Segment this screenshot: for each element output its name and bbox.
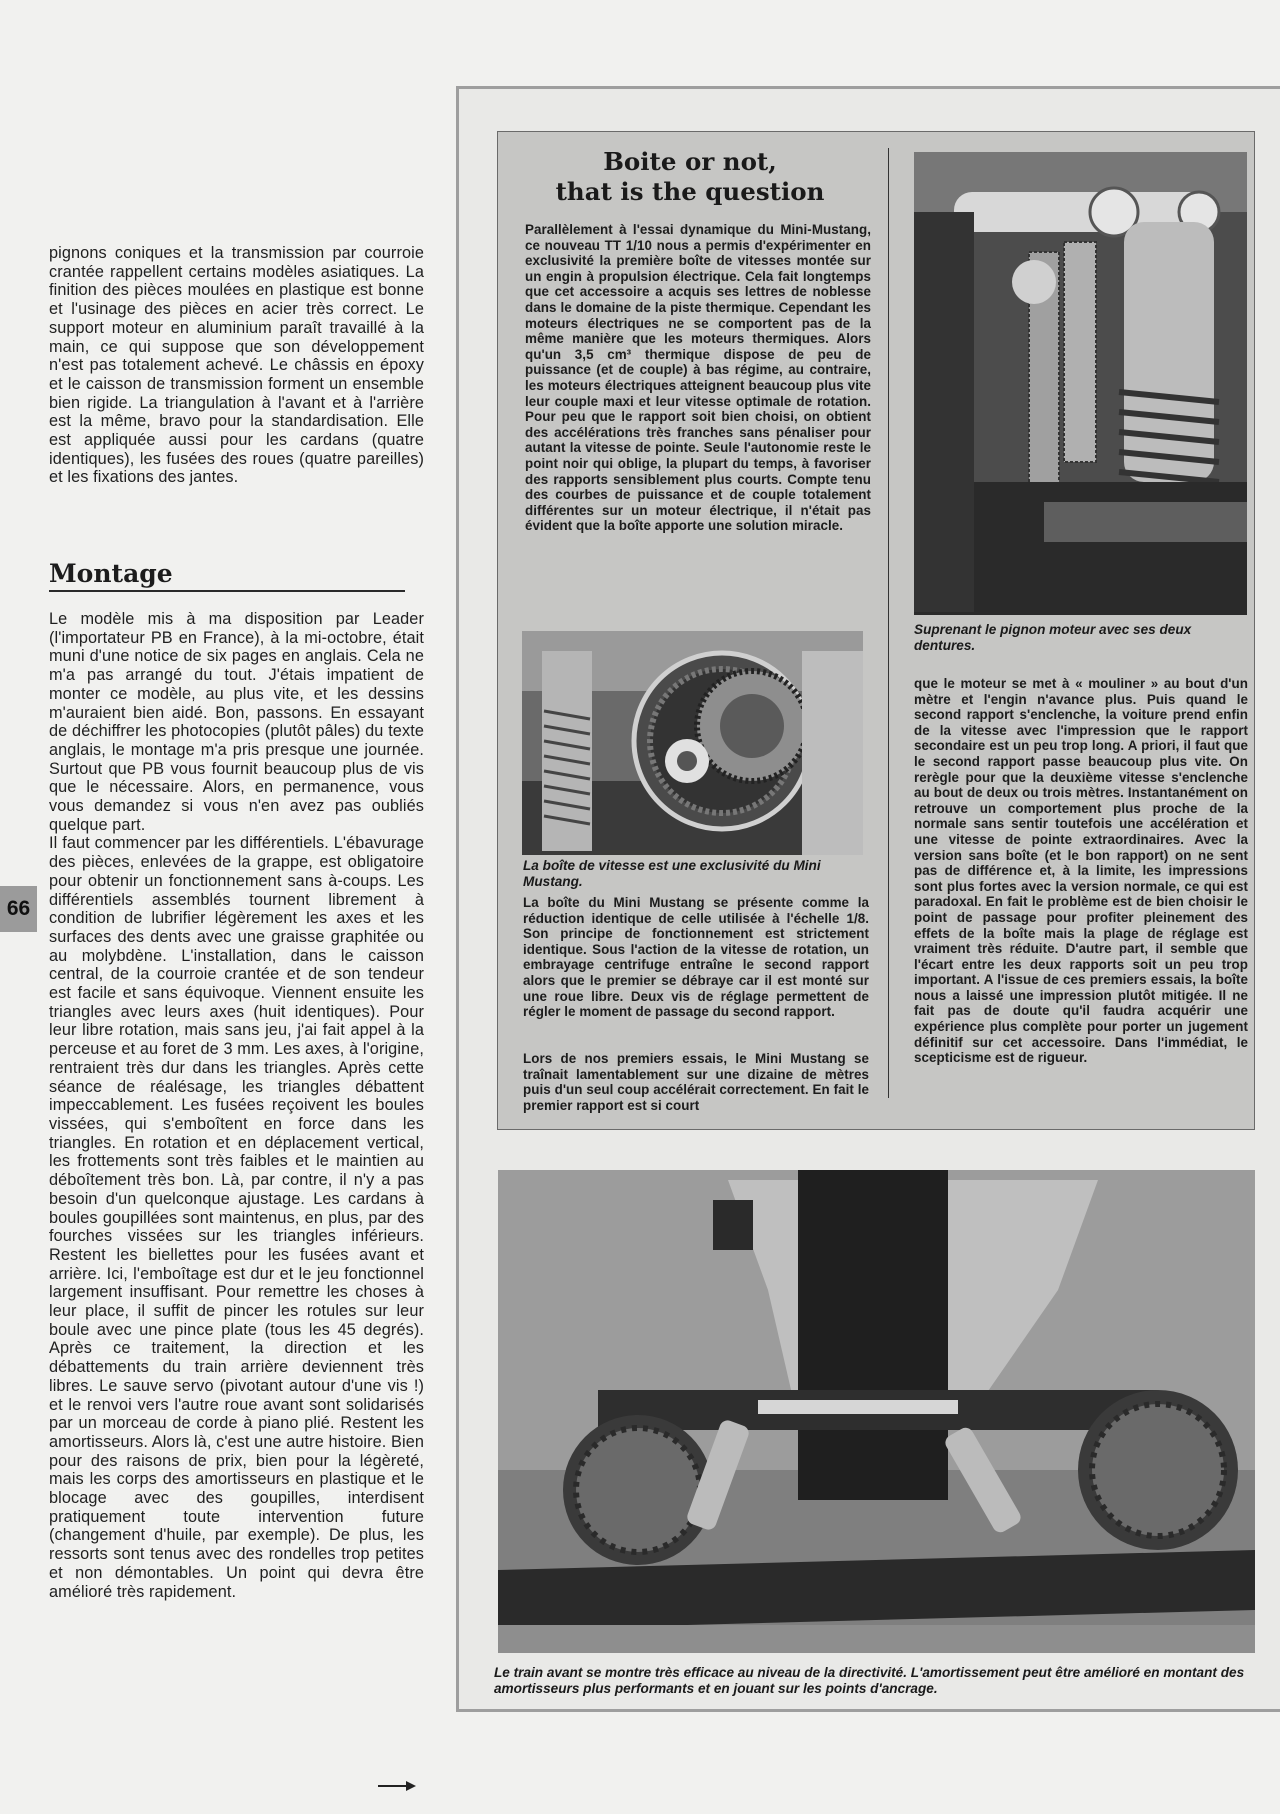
montage-para-2: Il faut commencer par les différentiels. L'ébavurage des pièces, enlevées de la grappe, est obligatoire pour obtenir un fonctionnement sans à-coups. Les différentiels assemblés tournent librement à condition de lubrifier légèrement les axes et les surfaces des dents avec une graisse graphitée ou au molybdène. L'installation, dans le caisson central, de la courroie crantée et de son tendeur est facile et sans équivoque. Viennent ensuite les triangles avec leurs axes (huit identiques). Pour leur libre rotation, mais sans jeu, j'ai fait appel à la perceuse et au foret de 3 mm. Les axes, à l'origine, rentraient très dur dans les triangles. Après cette séance de réalésage, les triangles débattent impeccablement. Les fusées reçoivent les boules vissées, qui s'emboîtent en force dans les triangles. En rotation et en déplacement vertical, les frottements sont très faibles et le maintien au déboîtement très bon. Là, par contre, il n'y a pas besoin d'un quelconque ajustage. Les cardans à boules goupillées sont maintenus, en plus, par des fourches vissées sur les triangles inférieurs. Restent les biellettes pour les fusées avant et arrière. Ici, l'emboîtage est dur et le jeu fonctionnel largement insuffisant. Pour remettre les choses à leur place, il suffit de pincer les rotules sur leur boule avec une pince plate (tous les 45 degrés). Après ce traitement, la direction et les débattements du train arrière deviennent très libres. Le sauve servo (pivotant autour d'une vis !) et le renvoi vers l'autre roue avant sont solidarisés par un morceau de corde à piano plié. Restent les amortisseurs. Alors là, c'est une autre histoire. Bien pour des raisons de prix, bien pour la légèreté, mais les corps des amortisseurs en plastique et le blocage avec des goupilles, interdisent pratiquement toute intervention future (changement d'huile, par exemple). De plus, les ressorts sont tenus avec des rondelles trop petites et non démontables. Un point qui devra être amélioré très rapidement. — [49, 834, 425, 1601]
intro-paragraph — [49, 244, 424, 487]
section-heading-montage: Montage — [49, 559, 173, 588]
continuation-arrow-icon — [376, 1776, 416, 1796]
sidebar-title — [510, 147, 870, 207]
gearbox-photo-caption: La boîte de vitesse est une exclusivité du Mini Mustang. — [523, 858, 821, 889]
page-number-tab — [0, 886, 37, 932]
heading-rule — [49, 590, 405, 592]
sidebar-para-4: que le moteur se met à « mouliner » au bout d'un mètre et l'engin n'avance plus. Puis quand le second rapport s'enclenche, la voiture prend enfin de la vitesse avec l'impression que le rapport secondaire est un peu trop long. A priori, il faut que le second rapport passe beaucoup plus vite. On rerègle pour que la deuxième vitesse s'enclenche au bout de deux ou trois mètres. Instantanément on retrouve un comportement plus proche de la normale sans sentir toutefois une accélération et une vitesse de pointe extraordinaires. Avec la version sans boîte (et le bon rapport) on ne sent pas de différence et, à la limite, les impressions sont plus fortes avec la version normale, ce qui est paradoxal. En fait le problème est de bien choisir le point de passage pour profiter pleinement des effets de la boîte mais la plage de réglage est vraiment très réduite. D'autre part, il semble que l'écart entre les deux rapports soit un peu trop important. A l'issue de ces premiers essais, la boîte nous a laissé une impression plutôt mitigée. Il ne fait pas de doute qu'il faudra acquérir une expérience plus complète pour porter un jugement définitif sur cet accessoire. Dans l'immédiat, le scepticisme est de rigueur. — [914, 676, 1248, 1066]
motor-pinion-photo — [914, 152, 1247, 615]
front-axle-photo-caption: Le train avant se montre très efficace au niveau de la directivité. L'amortissement peut être amélioré en montant des amortisseurs plus performants et en jouant sur les points d'ancrage. — [494, 1665, 1245, 1696]
sidebar-para-3: Lors de nos premiers essais, le Mini Mustang se traînait lamentablement sur une dizaine de mètres puis d'un seul coup accélérait correctement. En fait le premier rapport est si court — [523, 1051, 869, 1113]
intro-text: pignons coniques et la transmission par courroie crantée rappellent certains modèles asiatiques. La finition des pièces moulées en plastique est bonne et l'usinage des pièces en acier très correct. Le support moteur en aluminium paraît travaillé à la main, ce qui suppose que son développement n'est pas totalement achevé. Le châssis en époxy et le caisson de transmission forment un ensemble bien rigide. La triangulation à l'avant et à l'arrière est la même, bravo pour la standardisation. Elle est appliquée aussi pour les cardans (quatre identiques), les fusées des roues (quatre pareilles) et les fixations des jantes. — [49, 244, 424, 487]
sidebar-column-divider — [888, 148, 889, 1098]
sidebar-para-2: La boîte du Mini Mustang se présente comme la réduction identique de celle utilisée à l'échelle 1/8. Son principe de fonctionnement est strictement identique. Sous l'action de la vitesse de rotation, un embrayage centrifuge entraîne le second rapport alors que le premier se débraye car il est monté sur une roue libre. Deux vis de réglage permettent de régler le moment de passage du second rapport. — [523, 895, 869, 1020]
motor-pinion-photo-caption: Suprenant le pignon moteur avec ses deux dentures. — [914, 622, 1192, 653]
sidebar-title-line-1: Boite or not, — [603, 147, 777, 176]
gearbox-photo — [522, 631, 863, 855]
montage-body — [49, 610, 424, 1601]
page-number: 66 — [6, 897, 31, 920]
sidebar-title-line-2: that is the question — [555, 177, 825, 206]
montage-para-1: Le modèle mis à ma disposition par Leader (l'importateur PB en France), à la mi-octobre, était muni d'une notice de six pages en anglais. Cela ne m'a pas arrangé du tout. J'étais impatient de monter ce modèle, au plus vite, et les dessins m'auraient bien aidé. Bon, passons. En essayant de déchiffrer les photocopies (plutôt pâles) du texte anglais, le montage m'a pris presque une journée. Surtout que PB vous fournit beaucoup plus de vis que le nécessaire. Alors, en permanence, vous vous demandez si vous n'en avez pas oubliés quelque part. — [49, 610, 424, 834]
sidebar-para-1: Parallèlement à l'essai dynamique du Mini-Mustang, ce nouveau TT 1/10 nous a permis d'expérimenter en exclusivité la première boîte de vitesses montée sur un engin à propulsion électrique. Cela fait longtemps que cet accessoire a acquis ses lettres de noblesse dans le domaine de la piste thermique. Cependant les moteurs électriques ne se comportent pas de la même manière que les moteurs thermiques. Alors qu'un 3,5 cm³ thermique dispose de peu de puissance (et de couple) à bas régime, au contraire, les moteurs électriques atteignent beaucoup plus vite leur couple maxi et leur vitesse optimale de rotation. Pour peu que le rapport soit bien choisi, on obtient des accélérations très franches sans pénaliser pour autant la vitesse de pointe. Seule l'autonomie reste le point noir qui oblige, la plupart du temps, à favoriser des rapports sensiblement plus courts. Compte tenu des courbes de puissance et de couple totalement différentes sur un moteur électrique, il n'était pas évident que la boîte apporte une solution miracle. — [525, 222, 871, 534]
front-axle-photo — [498, 1170, 1255, 1653]
